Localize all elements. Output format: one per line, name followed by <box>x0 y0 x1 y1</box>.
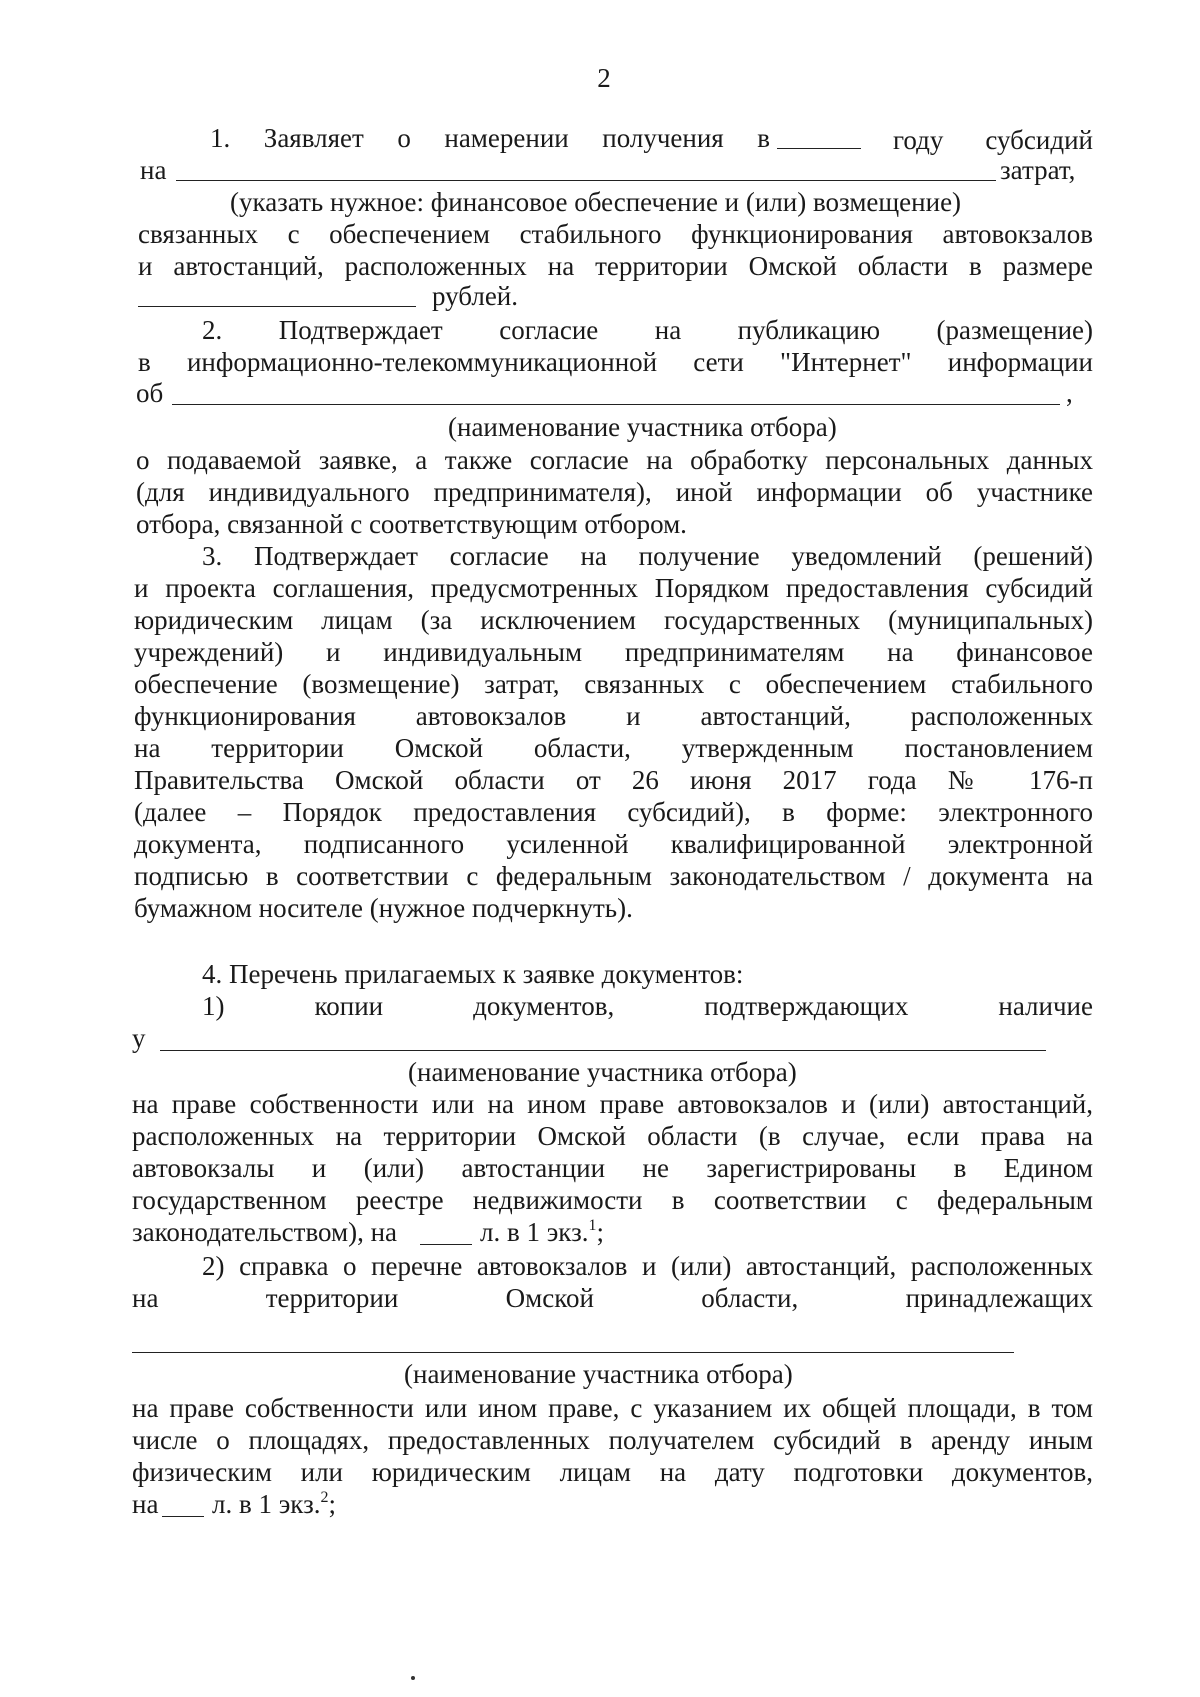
item2-caption: (наименование участника отбора) <box>448 412 837 442</box>
sheets-count-blank-2 <box>162 1516 204 1517</box>
item3-line3: юридическим лицам (за исключением государственных (муниципальных) <box>134 605 1093 635</box>
item4-sub2-line3: на праве собственности или ином праве, с указанием их общей площади, в том <box>132 1393 1093 1423</box>
item4-sub1-caption: (наименование участника отбора) <box>408 1057 797 1087</box>
sheets-count-blank-1 <box>420 1244 472 1245</box>
item3-line10: документа, подписанного усиленной квалифицированной электронной <box>134 829 1093 859</box>
item3-line8: Правительства Омской области от 26 июня 2017 года № 176-п <box>134 765 1093 795</box>
item4-sub2-line6-left: на <box>132 1489 159 1519</box>
item4-sub2-caption: (наименование участника отбора) <box>404 1359 793 1389</box>
item4-sub1-line7-left: законодательством), на <box>132 1217 398 1247</box>
footnote-1: 1 <box>588 1217 597 1234</box>
item4-sub1-line5: автовокзалы и (или) автостанции не зарегистрированы в Едином <box>132 1153 1093 1183</box>
item4-sub2-line5: физическим или юридическим лицам на дату подготовки документов, <box>132 1457 1093 1487</box>
item3-line7: на территории Омской области, утвержденным постановлением <box>134 733 1093 763</box>
item1-line5-suffix: рублей. <box>432 281 519 311</box>
participant-name-blank-2 <box>160 1050 1046 1051</box>
item2-line3-prefix: об <box>136 378 164 408</box>
item4-heading: 4. Перечень прилагаемых к заявке документов: <box>202 959 744 989</box>
item2-line3-suffix: , <box>1066 378 1073 408</box>
footnote-2: 2 <box>320 1489 329 1506</box>
item4-sub1-line2-prefix: у <box>132 1023 146 1053</box>
item4-sub1-line1: 1) копии документов, подтверждающих наличие <box>202 991 1093 1021</box>
item3-line11: подписью в соответствии с федеральным законодательством / документа на <box>134 861 1093 891</box>
item1-caption: (указать нужное: финансовое обеспечение и (или) возмещение) <box>230 187 962 217</box>
item4-sub1-line7-right: л. в 1 экз.$^1$; <box>480 1217 605 1247</box>
item3-line2: и проекта соглашения, предусмотренных Порядком предоставления субсидий <box>134 573 1093 603</box>
item1-line1-left: 1. Заявляет о намерении получения в <box>210 123 770 153</box>
cost-type-blank <box>176 180 996 181</box>
item1-line4: и автостанций, расположенных на территории Омской области в размере <box>138 251 1093 281</box>
item2-line5: (для индивидуального предпринимателя), иной информации об участнике <box>136 477 1093 507</box>
item1-line3: связанных с обеспечением стабильного функционирования автовокзалов <box>138 219 1093 249</box>
item3-line1: 3. Подтверждает согласие на получение уведомлений (решений) <box>202 541 1093 571</box>
item4-sub2-line1: 2) справка о перечне автовокзалов и (или) автостанций, расположенных <box>202 1251 1093 1281</box>
item1-line2-prefix: на <box>140 155 167 185</box>
participant-name-blank-3 <box>132 1352 1014 1353</box>
item4-sub1-line6: государственном реестре недвижимости в соответствии с федеральным <box>132 1185 1093 1215</box>
item3-line9: (далее – Порядок предоставления субсидий), в форме: электронного <box>134 797 1093 827</box>
item3-line4: учреждений) и индивидуальным предпринимателям на финансовое <box>134 637 1093 667</box>
item4-sub2-line4: числе о площадях, предоставленных получателем субсидий в аренду иным <box>132 1425 1093 1455</box>
item4-sub2-line2: на территории Омской области, принадлежащих <box>132 1283 1093 1313</box>
item4-sub1-line3: на праве собственности или на ином праве автовокзалов и (или) автостанций, <box>132 1089 1093 1119</box>
item2-line6: отбора, связанной с соответствующим отбором. <box>136 509 687 539</box>
page-number: 2 <box>597 63 611 93</box>
scan-speck <box>411 1676 415 1680</box>
item2-line2: в информационно-телекоммуникационной сети "Интернет" информации <box>138 347 1093 377</box>
item1-line2-suffix: затрат, <box>1000 155 1076 185</box>
item3-line6: функционирования автовокзалов и автостанций, расположенных <box>134 701 1093 731</box>
item2-line4: о подаваемой заявке, а также согласие на обработку персональных данных <box>136 445 1093 475</box>
item1-line1-right: году субсидий <box>893 125 1093 155</box>
item4-sub2-line6-right: л. в 1 экз.$^2$; <box>212 1489 337 1519</box>
item3-line5: обеспечение (возмещение) затрат, связанных с обеспечением стабильного <box>134 669 1093 699</box>
year-blank <box>777 148 861 149</box>
item3-line12: бумажном носителе (нужное подчеркнуть). <box>134 893 633 923</box>
item2-line1: 2. Подтверждает согласие на публикацию (размещение) <box>202 315 1093 345</box>
participant-name-blank-1 <box>172 404 1060 405</box>
amount-blank <box>138 306 416 307</box>
item4-sub1-line4: расположенных на территории Омской области (в случае, если права на <box>132 1121 1093 1151</box>
